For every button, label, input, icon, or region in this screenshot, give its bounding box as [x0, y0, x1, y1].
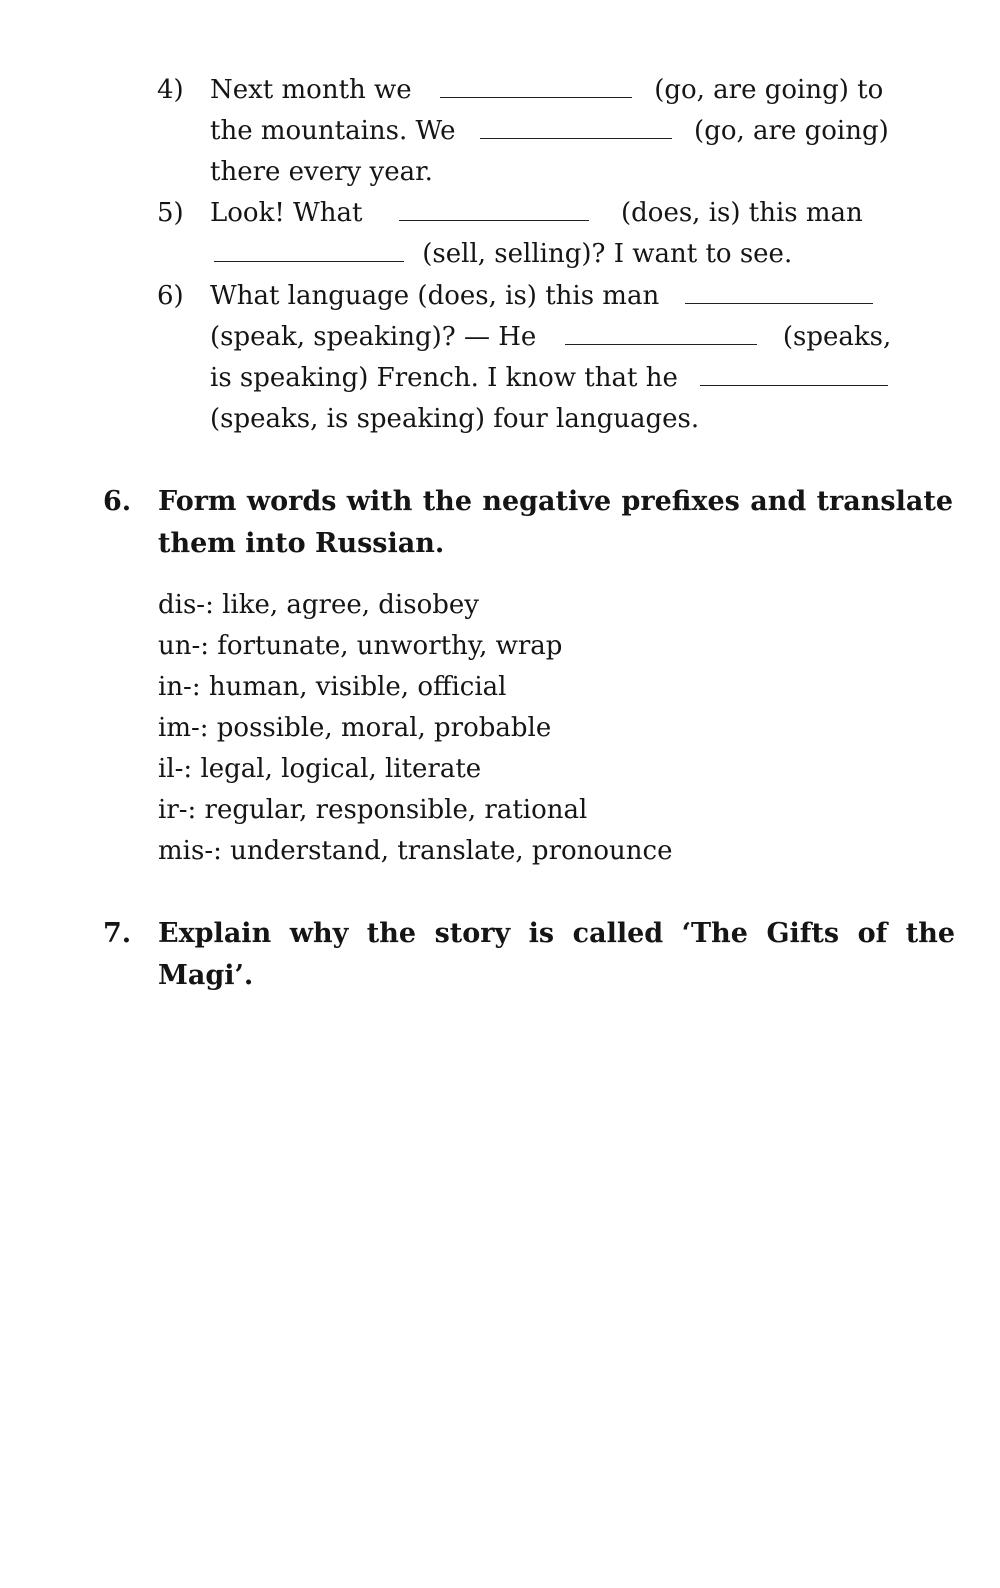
answer-blank[interactable]: [685, 302, 873, 304]
prefix-list-item: im-: possible, moral, probable: [158, 713, 552, 743]
text-segment: Look! What: [210, 198, 363, 228]
answer-blank[interactable]: [214, 260, 404, 262]
exercise-7-heading-line-1: Explain why the story is called ‘The Gifts of the: [158, 918, 955, 949]
exercise-number: 6.: [103, 486, 132, 517]
item-number: 4): [157, 75, 184, 105]
item-number: 6): [157, 281, 184, 311]
item-4-line-2: [210, 111, 952, 152]
text-segment: the mountains. We: [210, 116, 456, 146]
text-segment: What language (does, is) this man: [210, 281, 660, 311]
prefix-list-item: in-: human, visible, official: [158, 672, 507, 702]
answer-blank[interactable]: [700, 384, 888, 386]
text-segment: (go, are going) to: [654, 75, 884, 105]
item-4-line-3: there every year.: [210, 157, 433, 187]
prefix-list-item: ir-: regular, responsible, rational: [158, 795, 588, 825]
answer-blank[interactable]: [565, 343, 757, 345]
answer-blank[interactable]: [399, 219, 589, 221]
item-5-line-1: [210, 193, 952, 234]
exercise-6-heading-line-2: them into Russian.: [158, 528, 445, 559]
item-number: 5): [157, 198, 184, 228]
item-6-line-1: [210, 276, 952, 317]
text-segment: is speaking) French. I know that he: [210, 363, 678, 393]
exercise-6-heading-line-1: Form words with the negative prefixes and translate: [158, 486, 953, 517]
item-6-line-2: [210, 317, 952, 358]
prefix-list-item: mis-: understand, translate, pronounce: [158, 836, 673, 866]
item-5-line-2: [210, 234, 792, 275]
item-4-line-1: [210, 70, 952, 111]
text-segment: Next month we: [210, 75, 412, 105]
exercise-number: 7.: [103, 918, 132, 949]
prefix-list-item: dis-: like, agree, disobey: [158, 590, 479, 620]
text-segment: (speaks,: [782, 322, 892, 352]
item-6-line-4: (speaks, is speaking) four languages.: [210, 404, 700, 434]
text-segment: (go, are going): [694, 116, 889, 146]
item-6-line-3: [210, 358, 952, 399]
answer-blank[interactable]: [440, 96, 632, 98]
text-segment: (sell, selling)? I want to see.: [422, 239, 793, 269]
text-segment: (does, is) this man: [621, 198, 863, 228]
prefix-list-item: un-: fortunate, unworthy, wrap: [158, 631, 563, 661]
text-segment: (speak, speaking)? — He: [210, 322, 537, 352]
answer-blank[interactable]: [480, 137, 672, 139]
prefix-list-item: il-: legal, logical, literate: [158, 754, 482, 784]
exercise-7-heading-line-2: Magi’.: [158, 960, 254, 991]
